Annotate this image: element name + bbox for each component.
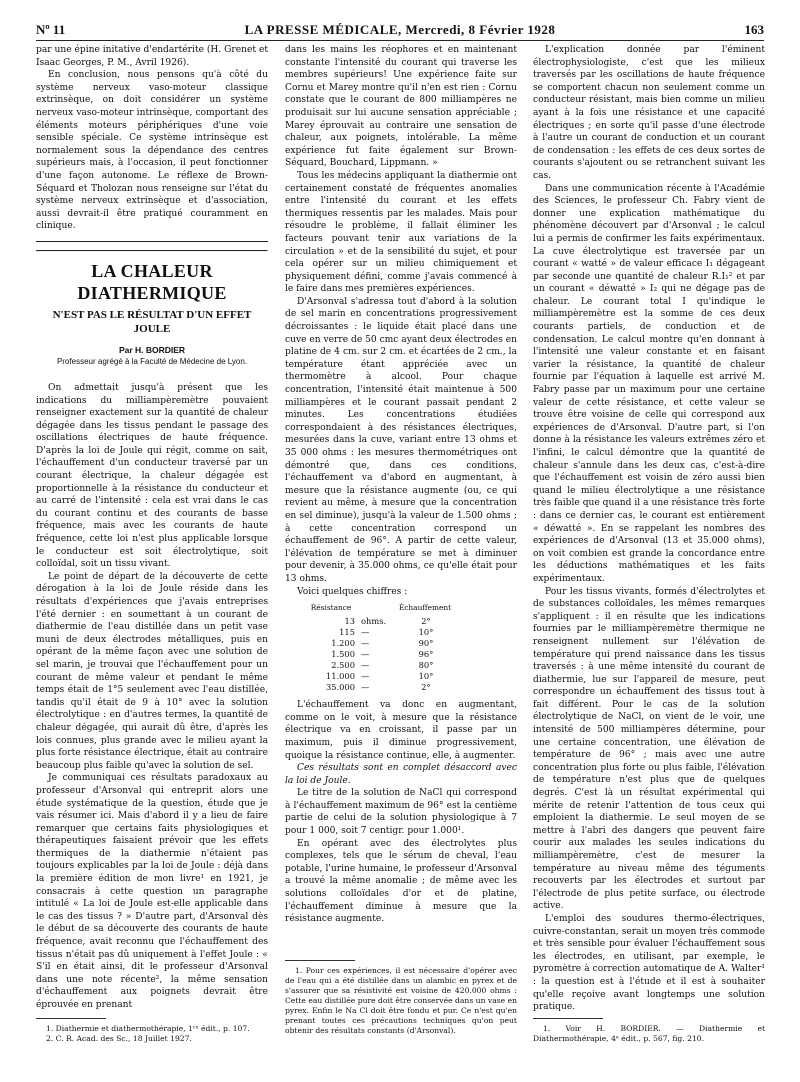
article-title: LA CHALEUR DIATHERMIQUE (77, 260, 227, 303)
footnote: 2. C. R. Acad. des Sc., 18 Juillet 1927. (46, 1034, 192, 1043)
author-affiliation: Professeur agrégé à la Faculté de Médecine de Lyon. (56, 356, 248, 366)
column-3 (533, 44, 765, 1014)
page-number: 163 (744, 22, 764, 37)
unit: — (361, 660, 370, 671)
paragraph: L'échauffement va donc en augmentant, comme on le voit, à mesure que la résistance électrique va en croissant, il passe par un maximum, puis il diminue progressivement, quoique la résistance continue, elle, à augmenter. (285, 700, 517, 761)
paragraph: Dans une communication récente à l'Académie des Sciences, le professeur Ch. Fabry vient de donner une explication mathématique du phénomène découvert par d'Arsonval ; le calcul lui a permis de confirmer les faits expérimentaux. La cuve électrolytique est traversée par un courant « watté » de valeur efficace I₁ dégageant par seconde une quantité de chaleur R.I₁² et par un courant « déwatté » I₂ qui ne dégage pas de chaleur. Le courant total I qu'indique le milliampèremètre est la somme de ces deux courants partiels, de conduction et de condensation. Le calcul montre qu'en donnant à l'intensité une valeur constante et en faisant varier la résistance, la quantité de chaleur fournie par l'équation à laquelle est arrivé M. Fabry passe par un maximum pour une certaine valeur de cette résistance, et cette valeur se trouve être voisine de celle qui correspond aux expériences de d'Arsonval. D'autre part, si l'on donne à la résistance les valeurs extrêmes zéro et l'infini, le calcul démontre que la quantité de chaleur s'annule dans les deux cas, c'est-à-dire que l'échauffement est voisin de zéro aussi bien quand le milieu électrolytique a une résistance très faible que quand il a une résistance très forte : dans ce dernier cas, le courant est entièrement « déwatté ». En se rappelant les nombres des expériences de d'Arsonval (13 et 35.000 ohms), on voit combien est grande la concordance entre les déductions mathématiques et les faits expérimentaux. (533, 183, 765, 584)
resistance-value: 35.000 (325, 682, 355, 693)
table-row (285, 638, 517, 649)
heating-value: 80° (418, 660, 434, 671)
paragraph: On admettait jusqu'à présent que les indications du milliampèremètre pouvaient renseigner exactement sur la quantité de chaleur dégagée dans les tissus pendant le passage des oscillations électriques de haute fréquence. D'après la loi de Joule qui régit, comme on sait, l'échauffement d'un conducteur traversé par un courant électrique, la chaleur dégagée est proportionnelle à la résistance du conducteur et au carré de l'intensité : cela est vrai dans le cas du courant continu et des courants de basse fréquence, mais avec les courants de haute fréquence, cette loi n'est plus applicable lorsque le conducteur est soit électrolytique, soit colloïdal, soit un tissu vivant. (36, 382, 268, 570)
resistance-value: 2.500 (331, 660, 355, 671)
table-row (285, 616, 517, 627)
footnote: 1. Diathermie et diathermothérapie, 1ʳᵉ édit., p. 107. (46, 1024, 250, 1033)
issue-number: Nº 11 (36, 22, 66, 37)
footnotes-column-3 (533, 1024, 765, 1044)
paragraph: Tous les médecins appliquant la diathermie ont certainement constaté de fréquentes anomalies entre l'intensité du courant et les effets thermiques ressentis par les malades. Mais pour résoudre le problème, il fallait éliminer les facteurs pouvant tenir aux variations de la circulation » et de la sensibilité du sujet, et pour cela opérer sur un milieu chimiquement et physiquement défini, comme j'avais commencé à le faire dans mes premières expériences. (285, 170, 517, 295)
paragraph: L'explication donnée par l'éminent électrophysiologiste, c'est que les milieux traversés par les oscillations de haute fréquence se comportent chacun non seulement comme un conducteur résistant, mais bien comme un milieu ayant à la fois une résistance et une capacité électriques ; en sorte qu'il passe d'une électrode à l'autre un courant de conduction et un courant de condensation : les effets de ces deux sortes de courants s'ajoutent ou se retranchent suivant les cas. (533, 45, 765, 181)
heating-value: 90° (418, 638, 434, 649)
paragraph: par une épine initative d'endartérite (H. Grenet et Isaac Georges, P. M., Avril 1926). (36, 45, 268, 68)
paragraph: En conclusion, nous pensons qu'à côté du système nerveux vaso-moteur classique extrinsèque, on doit considérer un système nerveux vaso-moteur intrinsèque, comportant des éléments moteurs périphériques d'une voie sensible spéciale. Ce système intrinsèque est normalement sous la dépendance des centres supérieurs mais, à l'occasion, il peut fonctionner d'une façon autonome. Le réflexe de Brown-Séquard et Tholozan nous renseigne sur l'état du système nerveux extrinsèque et d'association, aussi devrait-il être pratiqué couramment en clinique. (36, 70, 268, 232)
heating-value: 96° (418, 649, 434, 660)
article-divider (36, 250, 268, 252)
column-1 (36, 44, 268, 1012)
footnote: 1. Pour ces expériences, il est nécessaire d'opérer avec de l'eau qui a été distillée dans un alambic en pyrex et de s'assurer que sa résistivité est voisine de 420.000 ohms : Cette eau distillée pure doit être conservée dans un vase en pyrex. Enfin le Na Cl doit être fondu et pur. Ce n'est qu'en prenant toutes ces précautions techniques qu'on peut obtenir des résultats constants (d'Arsonval). (285, 966, 517, 1035)
paragraph: D'Arsonval s'adressa tout d'abord à la solution de sel marin en concentrations progressivement décroissantes : le liquide était placé dans une cuve en verre de 50 cmc ayant deux électrodes en platine de 4 cm. sur 2 cm. et écartées de 2 cm., la température étant appréciée avec un thermomètre à alcool. Pour chaque concentration, l'intensité était maintenue à 500 milliampères et le courant passait pendant 2 minutes. Les concentrations étudiées correspondaient à des résistances électriques, mesurées dans la cuve, variant entre 13 ohms et 35 000 ohms : les mesures thermométriques ont démontré que, dans ces conditions, l'échauffement va d'abord en augmentant, à mesure que la résistance augmente (ou, ce qui revient au même, à mesure que la concentration en sel diminue), jusqu'à la valeur de 1.500 ohms ; à cette concentration correspond un échauffement de 96°. A partir de cette valeur, l'élévation de température se met à diminuer pour devenir, à 35.000 ohms, ce qu'elle était pour 13 ohms. (285, 296, 517, 584)
table-row (285, 649, 517, 660)
results-table (285, 602, 517, 693)
paragraph: L'emploi des soudures thermo-électriques, cuivre-constantan, serait un moyen très commode et très sensible pour évaluer l'échauffement sous les électrodes, en utilisant, par exemple, le pyromètre à correction automatique de A. Walter¹ : la question est à l'étude et il est à souhaiter qu'elle reçoive avant longtemps une solution pratique. (533, 913, 765, 1013)
footnote-rule (285, 960, 355, 961)
resistance-value: 115 (339, 627, 355, 638)
paragraph: En opérant avec des électrolytes plus complexes, tels que le sérum de cheval, l'eau potable, l'urine humaine, le professeur d'Arsonval a trouvé la même anomalie ; de même avec les solutions colloïdales d'or et de platine, l'échauffement diminue à mesure que la résistance augmente. (285, 838, 517, 925)
article-subtitle: N'EST PAS LE RÉSULTAT D'UN EFFET JOULE (52, 308, 252, 335)
paragraph: Le titre de la solution de NaCl qui correspond à l'échauffement maximum de 96° est la centième partie de celui de la solution physiologique à 7 pour 1 000, soit 7 centigr. pour 1.000¹. (285, 788, 517, 837)
heating-value: 2° (421, 616, 431, 627)
unit: ohms. (361, 616, 387, 627)
heating-value: 10° (418, 627, 434, 638)
unit: — (361, 638, 370, 649)
author: Par H. BORDIER (118, 344, 186, 355)
unit: — (361, 649, 370, 660)
footnote-rule (36, 1018, 106, 1019)
column-2 (285, 44, 517, 926)
heating-value: 2° (421, 682, 431, 693)
paragraph: Le point de départ de la découverte de cette dérogation à la loi de Joule réside dans les résultats d'expériences que j'avais entreprises l'été dernier : en soumettant à un courant de diathermie de l'eau distillée dans un petit vase muni de deux électrodes métalliques, puis en opérant de la même façon avec une solution de sel marin, je trouvai que l'échauffement pour un courant de même valeur et pendant le même temps était de 1°5 seulement avec l'eau distillée, tandis qu'il était de 9 à 10° avec la solution électrolytique : en d'autres termes, la quantité de chaleur dégagée, qui aurait dû être, d'après les lois connues, plus grande avec le milieu ayant la plus forte résistance électrique, était au contraire beaucoup plus faible qu'avec la solution de sel. (36, 571, 268, 771)
table-header (285, 602, 517, 613)
paragraph: Pour les tissus vivants, formés d'électrolytes et de substances colloïdales, les mêmes remarques s'appliquent : il en résulte que les indications fournies par le milliampèremètre thermique ne renseignent nullement sur l'élévation de température qui prend naissance dans les tissus traversés : à une même intensité du courant de diathermie, lue sur l'appareil de mesure, peut correspondre un échauffement des tissus tout à fait différent. Pour le cas de la solution électrolytique de NaCl, on vient de le voir, une intensité de 500 milliampères détermine, pour une certaine concentration, une élévation de température de 96° ; mais avec une autre concentration plus forte ou plus faible, l'élévation de température n'est plus que de quelques degrés. C'est là un résultat expérimental qui mérite de retenir l'attention de tous ceux qui emploient la diathermie. Le seul moyen de se mettre à l'abri des dangers que peuvent faire courir aux malades les seules indications du milliampèremètre, c'est de mesurer la température au niveau même des téguments recouverts par les électrodes et surtout par l'électrode de plus petite surface, ou électrode active. (533, 586, 765, 912)
footnote-rule (533, 1018, 603, 1019)
paragraph: Ces résultats sont en complet désaccord avec la loi de Joule. (285, 763, 517, 786)
unit: — (361, 682, 370, 693)
page-header (36, 22, 764, 41)
resistance-value: 13 (344, 616, 355, 627)
footnotes-column-2 (285, 966, 517, 1036)
paragraph: Je communiquai ces résultats paradoxaux au professeur d'Arsonval qui entreprit alors une étude systématique de la question, étude que je vais résumer ici. Mais d'abord il y a lieu de faire remarquer que certains faits physiologiques et thérapeutiques faisaient prévoir que les effets thermiques de la diathermie n'étaient pas toujours explicables par la loi de Joule : déjà dans la première édition de mon livre¹ en 1921, je consacrais à cette question un paragraphe intitulé « La loi de Joule est-elle applicable dans le cas des tissus ? » D'autre part, d'Arsonval dès le début de sa découverte des courants de haute fréquence, avait reconnu que l'échauffement des tissus n'était pas dû uniquement à l'effet Joule : « S'il en était ainsi, dit le professeur d'Arsonval dans une note récente², la même sensation d'échauffement aux poignets devrait être éprouvée en prenant (36, 773, 268, 1010)
table-row (285, 660, 517, 671)
article-divider (36, 241, 268, 242)
table-row (285, 671, 517, 682)
table-row (285, 627, 517, 638)
unit: — (361, 671, 370, 682)
unit: — (361, 627, 370, 638)
footnote: 1. Voir H. BORDIER. — Diathermie et Diathermothérapie, 4ᵉ édit., p. 567, fig. 210. (533, 1024, 765, 1043)
footnotes-column-1 (36, 1024, 268, 1044)
column-header: Échauffement (398, 603, 452, 613)
resistance-value: 1.200 (331, 638, 355, 649)
journal-title: LA PRESSE MÉDICALE, Mercredi, 8 Février 1928 (244, 22, 556, 37)
paragraph: dans les mains les réophores et en maintenant constante l'intensité du courant qui traverse les membres supérieurs! Une expérience faite sur Cornu et Marey montre qu'il n'en est rien : Cornu constate que le courant de 800 milliampères ne produisait sur lui aucune sensation appréciable ; Marey éprouvait au contraire une sensation de chaleur, aux poignets, intolérable. La même expérience fut faite également sur Brown-Séquard, Bouchard, Lippmann. » (285, 45, 517, 169)
resistance-value: 1.500 (331, 649, 355, 660)
heating-value: 10° (418, 671, 434, 682)
paragraph: Voici quelques chiffres : (297, 586, 408, 597)
column-header: Résistance (310, 603, 352, 613)
table-row (285, 682, 517, 693)
resistance-value: 11.000 (325, 671, 355, 682)
